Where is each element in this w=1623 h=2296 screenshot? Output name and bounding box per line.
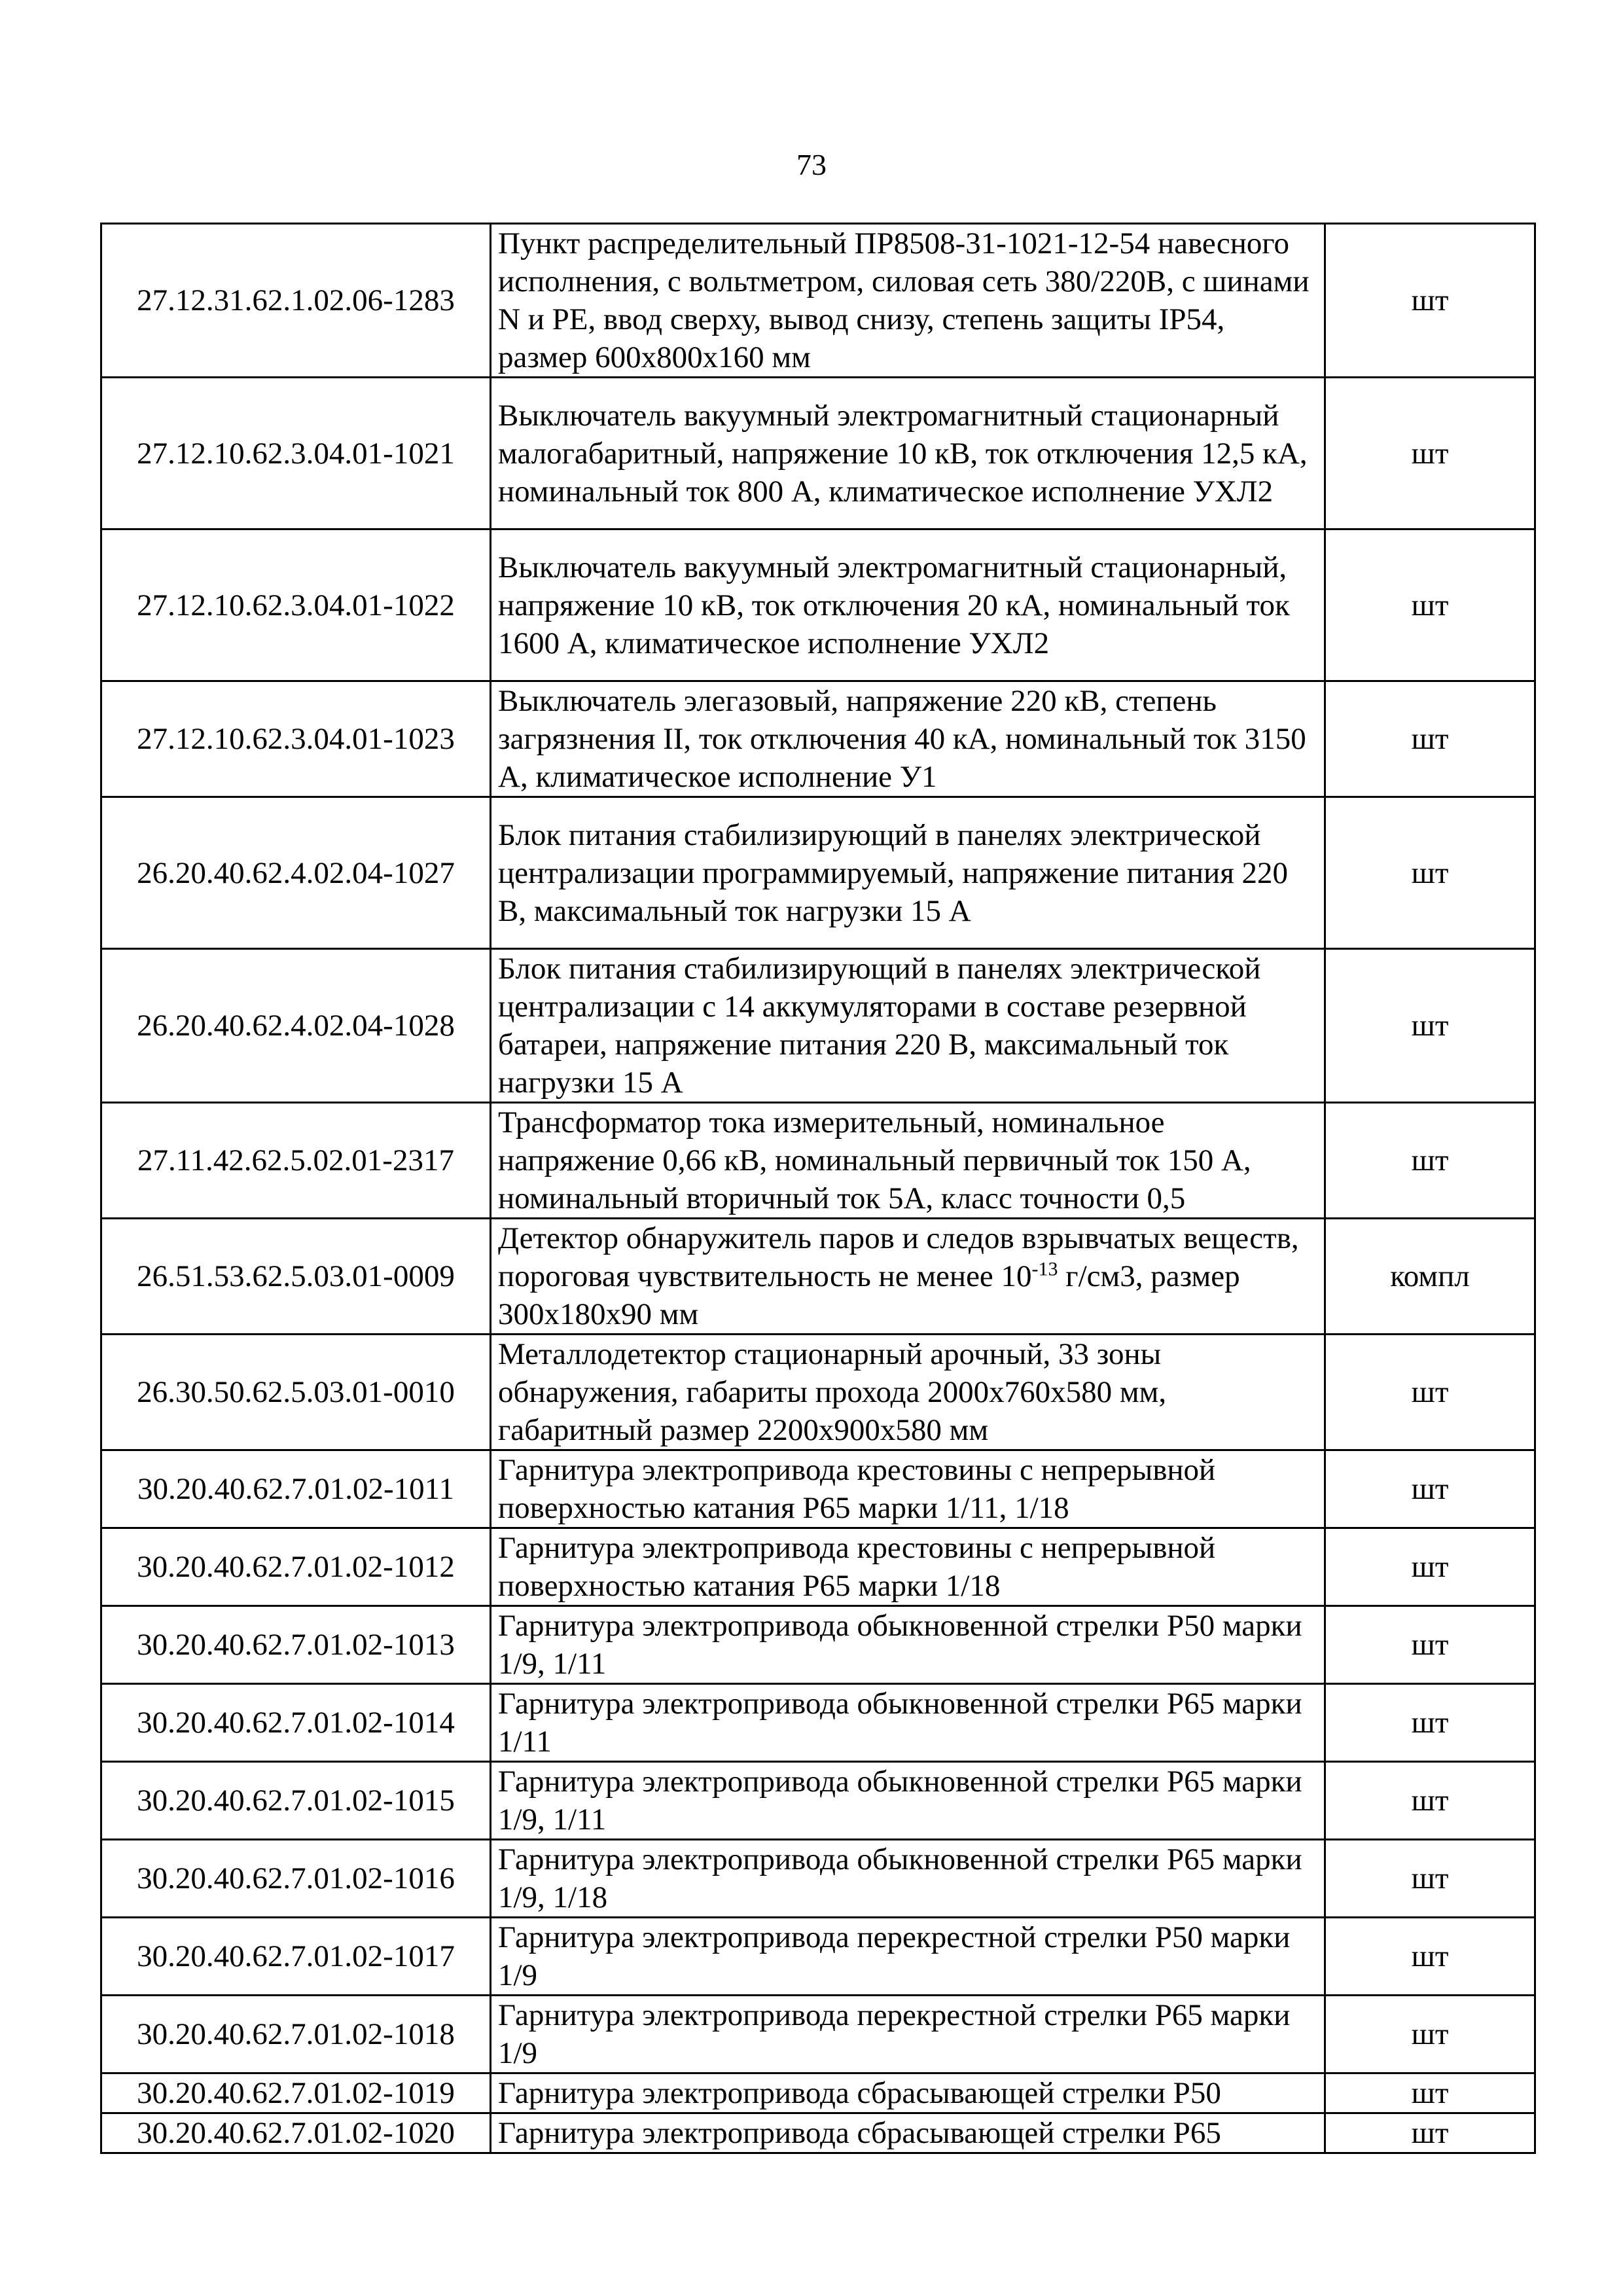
resource-code: 30.20.40.62.7.01.02-1018 (101, 1996, 491, 2073)
table-row (101, 1918, 1535, 1996)
table-row (101, 1335, 1535, 1450)
resource-description: Пункт распределительный ПР8508-31-1021-12-54 навесного исполнения, с вольтметром, силовая сеть 380/220В, с шинами N и PE, ввод сверху, вывод снизу, степень защиты IP54, размер 600х800х160 мм (491, 224, 1325, 378)
resource-description: Выключатель элегазовый, напряжение 220 кВ, степень загрязнения II, ток отключения 40 кА, номинальный ток 3150 А, климатическое исполнение У1 (491, 681, 1325, 797)
unit-of-measure: шт (1325, 224, 1535, 378)
unit-of-measure: шт (1325, 378, 1535, 529)
resource-description: Гарнитура электропривода обыкновенной стрелки Р65 марки 1/9, 1/18 (491, 1840, 1325, 1918)
table-row (101, 1103, 1535, 1219)
page-number: 73 (796, 148, 827, 181)
unit-of-measure: шт (1325, 1684, 1535, 1762)
resource-description: Выключатель вакуумный электромагнитный стационарный, напряжение 10 кВ, ток отключения 20 кА, номинальный ток 1600 А, климатическое исполнение УХЛ2 (491, 529, 1325, 681)
table-row (101, 1219, 1535, 1335)
unit-of-measure: шт (1325, 1762, 1535, 1840)
resource-code: 30.20.40.62.7.01.02-1011 (101, 1450, 491, 1528)
resource-description: Гарнитура электропривода сбрасывающей стрелки Р65 (491, 2113, 1325, 2153)
resource-description: Гарнитура электропривода обыкновенной стрелки Р65 марки 1/9, 1/11 (491, 1762, 1325, 1840)
unit-of-measure: шт (1325, 1918, 1535, 1996)
resource-description: Металлодетектор стационарный арочный, 33 зоны обнаружения, габариты прохода 2000х760х580 мм, габаритный размер 2200х900х580 мм (491, 1335, 1325, 1450)
resource-code: 30.20.40.62.7.01.02-1019 (101, 2073, 491, 2113)
exponent: -13 (1031, 1258, 1058, 1280)
resource-description: Гарнитура электропривода перекрестной стрелки Р65 марки 1/9 (491, 1996, 1325, 2073)
resource-description: Блок питания стабилизирующий в панелях электрической централизации с 14 аккумуляторами в составе резервной батареи, напряжение питания 220 В, максимальный ток нагрузки 15 А (491, 949, 1325, 1103)
table-row (101, 1762, 1535, 1840)
table-row (101, 1450, 1535, 1528)
unit-of-measure: шт (1325, 2073, 1535, 2113)
unit-of-measure: шт (1325, 1606, 1535, 1684)
resource-description: Гарнитура электропривода перекрестной стрелки Р50 марки 1/9 (491, 1918, 1325, 1996)
resource-code: 27.12.10.62.3.04.01-1022 (101, 529, 491, 681)
table-row (101, 681, 1535, 797)
resource-description: Блок питания стабилизирующий в панелях электрической централизации программируемый, напряжение питания 220 В, максимальный ток нагрузки 15 А (491, 797, 1325, 949)
resource-description: Гарнитура электропривода обыкновенной стрелки Р50 марки 1/9, 1/11 (491, 1606, 1325, 1684)
resource-code: 26.51.53.62.5.03.01-0009 (101, 1219, 491, 1335)
table-row (101, 529, 1535, 681)
resource-code: 27.12.10.62.3.04.01-1023 (101, 681, 491, 797)
resource-code: 30.20.40.62.7.01.02-1013 (101, 1606, 491, 1684)
unit-of-measure: шт (1325, 1103, 1535, 1219)
table-row (101, 1996, 1535, 2073)
unit-of-measure: шт (1325, 797, 1535, 949)
unit-of-measure: шт (1325, 1335, 1535, 1450)
resource-code: 26.20.40.62.4.02.04-1028 (101, 949, 491, 1103)
resource-description (491, 1219, 1325, 1335)
resource-code: 30.20.40.62.7.01.02-1014 (101, 1684, 491, 1762)
resource-code: 30.20.40.62.7.01.02-1016 (101, 1840, 491, 1918)
resource-code: 26.30.50.62.5.03.01-0010 (101, 1335, 491, 1450)
resource-description: Гарнитура электропривода крестовины с непрерывной поверхностью катания Р65 марки 1/18 (491, 1528, 1325, 1606)
resource-table (100, 223, 1536, 2154)
unit-of-measure: шт (1325, 1450, 1535, 1528)
unit-of-measure: компл (1325, 1219, 1535, 1335)
table-row (101, 2113, 1535, 2153)
resource-description: Гарнитура электропривода обыкновенной стрелки Р65 марки 1/11 (491, 1684, 1325, 1762)
resource-code: 30.20.40.62.7.01.02-1020 (101, 2113, 491, 2153)
resource-code: 30.20.40.62.7.01.02-1017 (101, 1918, 491, 1996)
unit-of-measure: шт (1325, 529, 1535, 681)
resource-code: 27.12.10.62.3.04.01-1021 (101, 378, 491, 529)
table-row (101, 1840, 1535, 1918)
table-row (101, 1606, 1535, 1684)
resource-description: Гарнитура электропривода сбрасывающей стрелки Р50 (491, 2073, 1325, 2113)
table-row (101, 1684, 1535, 1762)
table-row (101, 224, 1535, 378)
resource-code: 30.20.40.62.7.01.02-1015 (101, 1762, 491, 1840)
table-row (101, 378, 1535, 529)
unit-of-measure: шт (1325, 949, 1535, 1103)
table-row (101, 2073, 1535, 2113)
description-text: Детектор обнаружитель паров и следов взрывчатых веществ, пороговая чувствительность не менее 10 (498, 1221, 1299, 1293)
table-row (101, 949, 1535, 1103)
unit-of-measure: шт (1325, 1528, 1535, 1606)
resource-code: 30.20.40.62.7.01.02-1012 (101, 1528, 491, 1606)
resource-code: 27.11.42.62.5.02.01-2317 (101, 1103, 491, 1219)
table-row (101, 797, 1535, 949)
description-text: г/см3, размер 300х180х90 мм (498, 1259, 1240, 1331)
unit-of-measure: шт (1325, 681, 1535, 797)
unit-of-measure: шт (1325, 1840, 1535, 1918)
unit-of-measure: шт (1325, 1996, 1535, 2073)
resource-code: 27.12.31.62.1.02.06-1283 (101, 224, 491, 378)
table-row (101, 1528, 1535, 1606)
unit-of-measure: шт (1325, 2113, 1535, 2153)
resource-description: Трансформатор тока измерительный, номинальное напряжение 0,66 кВ, номинальный первичный ток 150 А, номинальный вторичный ток 5А, класс точности 0,5 (491, 1103, 1325, 1219)
resource-description: Выключатель вакуумный электромагнитный стационарный малогабаритный, напряжение 10 кВ, ток отключения 12,5 кА, номинальный ток 800 А, климатическое исполнение УХЛ2 (491, 378, 1325, 529)
resource-description: Гарнитура электропривода крестовины с непрерывной поверхностью катания Р65 марки 1/11, 1/18 (491, 1450, 1325, 1528)
resource-code: 26.20.40.62.4.02.04-1027 (101, 797, 491, 949)
